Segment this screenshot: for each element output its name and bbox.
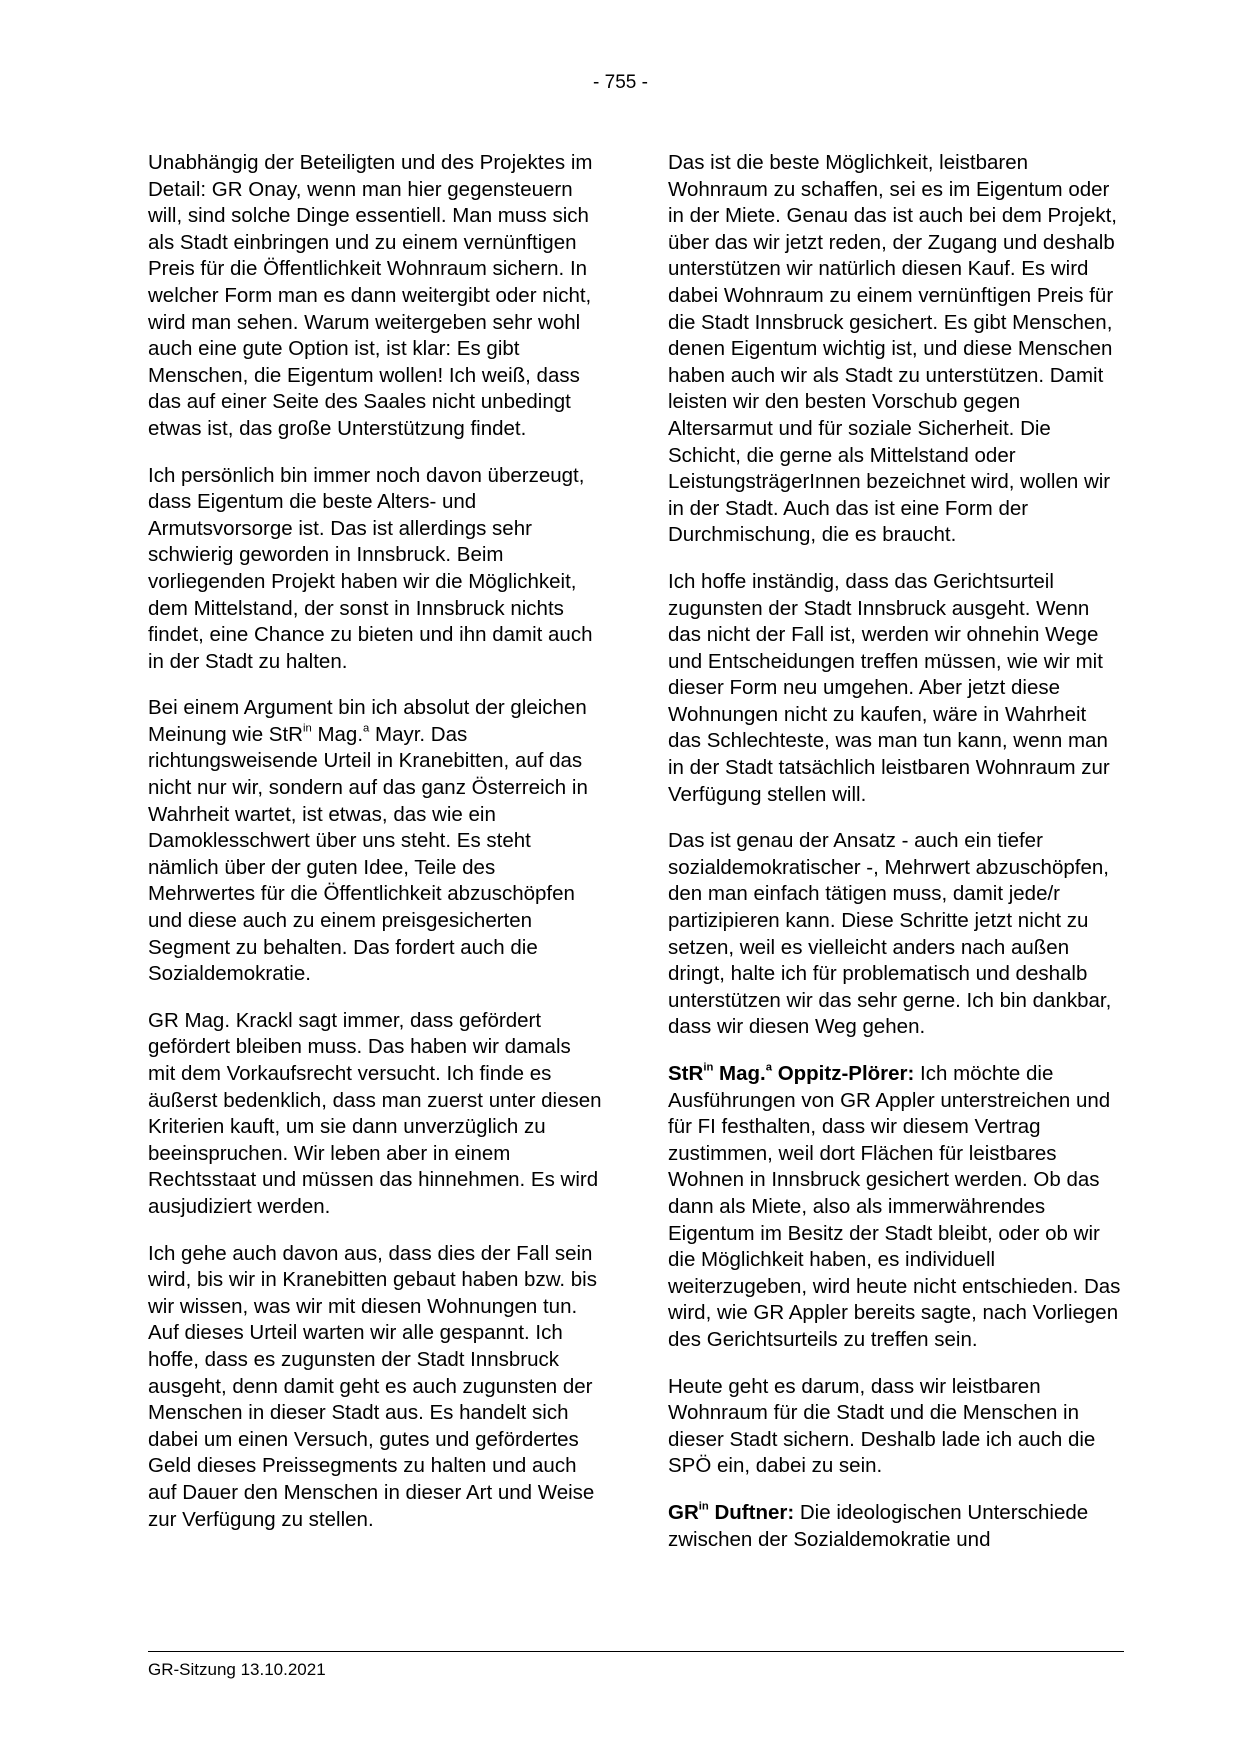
paragraph: Unabhängig der Beteiligten und des Projektes im Detail: GR Onay, wenn man hier gegensteuern will, sind solche Dinge essentiell. Man muss sich als Stadt einbringen und zu einem vernünftigen Preis für die Öffentlichkeit Wohnraum sichern. In welcher Form man es dann weitergibt oder nicht, wird man sehen. Warum weitergeben sehr wohl auch eine gute Option ist, ist klar: Es gibt Menschen, die Eigentum wollen! Ich weiß, dass das auf einer Seite des Saales nicht unbedingt etwas ist, das große Unterstützung findet. xyxy=(148,151,593,440)
speaker-name: StR$^{in}$ Mag.$^a$ Oppitz-Plörer: xyxy=(668,1061,915,1085)
paragraph: Ich hoffe inständig, dass das Gerichtsurteil zugunsten der Stadt Innsbruck ausgeht. Wenn das nicht der Fall ist, werden wir ohnehin Wege und Entscheidungen treffen müssen, wie wir mit dieser Form neu umgehen. Aber jetzt diese Wohnungen nicht zu kaufen, wäre in Wahrheit das Schlechteste, was man tun kann, wenn man in der Stadt tatsächlich leistbaren Wohnraum zur Verfügung stellen will. xyxy=(668,569,1110,806)
paragraph: $GR^{in}$ Duftner: Die ideologischen Unterschiede zwischen der Sozialdemokratie und xyxy=(668,1500,1089,1551)
paragraph: Heute geht es darum, dass wir leistbaren Wohnraum für die Stadt und die Menschen in dieser Stadt sichern. Deshalb lade ich auch die SPÖ ein, dabei zu sein. xyxy=(668,1374,1096,1478)
paragraph: Das ist die beste Möglichkeit, leistbaren Wohnraum zu schaffen, sei es im Eigentum oder in der Miete. Genau das ist auch bei dem Projekt, über das wir jetzt reden, der Zugang und deshalb unterstützen wir natürlich diesen Kauf. Es wird dabei Wohnraum zu einem vernünftigen Preis für die Stadt Innsbruck gesichert. Es gibt Menschen, denen Eigentum wichtig ist, und diese Menschen haben auch wir als Stadt zu unterstützen. Damit leisten wir den besten Vorschub gegen Altersarmut und für soziale Sicherheit. Die Schicht, die gerne als Mittelstand oder LeistungsträgerInnen bezeichnet wird, wollen wir in der Stadt. Auch das ist eine Form der Durchmischung, die es braucht. xyxy=(668,151,1117,547)
right-column xyxy=(668,150,1123,1573)
speaker-name: $GR^{in}$ Duftner: xyxy=(668,1500,795,1524)
footer-divider xyxy=(148,1651,1124,1652)
footer-session-date: GR-Sitzung 13.10.2021 xyxy=(148,1660,326,1679)
paragraph: Bei einem Argument bin ich absolut der gleichen Meinung wie StR$^{in}$ Mag.$^a$ Mayr. Das richtungsweisende Urteil in Kranebitten, auf das nicht nur wir, sondern auf das ganz Österreich in Wahrheit wartet, ist etwas, das wie ein Damoklesschwert über uns steht. Es steht nämlich über der guten Idee, Teile des Mehrwertes für die Öffentlichkeit abzuschöpfen und diese auch zu einem preisgesicherten Segment zu behalten. Das fordert auch die Sozialdemokratie. xyxy=(148,696,588,986)
paragraph: GR Mag. Krackl sagt immer, dass gefördert gefördert bleiben muss. Das haben wir damals mit dem Vorkaufsrecht versucht. Ich finde es äußerst bedenklich, dass man zuerst unter diesen Kriterien kauft, um sie dann unverzüglich zu beeinspruchen. Wir leben aber in einem Rechtsstaat und müssen das hinnehmen. Es wird ausjudiziert werden. xyxy=(148,1008,602,1218)
paragraph: Das ist genau der Ansatz - auch ein tiefer sozialdemokratischer -, Mehrwert abzuschöpfen, den man einfach tätigen muss, damit jede/r partizipieren kann. Diese Schritte jetzt nicht zu setzen, weil es vielleicht anders nach außen dringt, halte ich für problematisch und deshalb unterstützen wir das sehr gerne. Ich bin dankbar, dass wir diesen Weg gehen. xyxy=(668,829,1112,1039)
left-column xyxy=(148,150,603,1553)
paragraph: Ich gehe auch davon aus, dass dies der Fall sein wird, bis wir in Kranebitten gebaut haben bzw. bis wir wissen, was wir mit diesen Wohnungen tun. Auf dieses Urteil warten wir alle gespannt. Ich hoffe, dass es zugunsten der Stadt Innsbruck ausgeht, denn damit geht es auch zugunsten der Menschen in dieser Stadt aus. Es handelt sich dabei um einen Versuch, gutes und gefördertes Geld dieses Preissegments zu halten und auch auf Dauer den Menschen in dieser Art und Weise zur Verfügung zu stellen. xyxy=(148,1241,597,1531)
page-number: - 755 - xyxy=(593,72,648,93)
paragraph: StR$^{in}$ Mag.$^a$ Oppitz-Plörer: Ich möchte die Ausführungen von GR Appler unterstreichen und für FI festhalten, dass wir diesem Vertrag zustimmen, weil dort Flächen für leistbares Wohnen in Innsbruck gesichert werden. Ob das dann als Miete, also als immerwährendes Eigentum im Besitz der Stadt bleibt, oder ob wir die Möglichkeit haben, es individuell weiterzugeben, wird heute nicht entschieden. Das wird, wie GR Appler bereits sagte, nach Vorliegen des Gerichtsurteils zu treffen sein. xyxy=(668,1061,1121,1351)
paragraph: Ich persönlich bin immer noch davon überzeugt, dass Eigentum die beste Alters- und Armutsvorsorge ist. Das ist allerdings sehr schwierig geworden in Innsbruck. Beim vorliegenden Projekt haben wir die Möglichkeit, dem Mittelstand, der sonst in Innsbruck nichts findet, eine Chance zu bieten und ihn damit auch in der Stadt zu halten. xyxy=(148,463,593,673)
